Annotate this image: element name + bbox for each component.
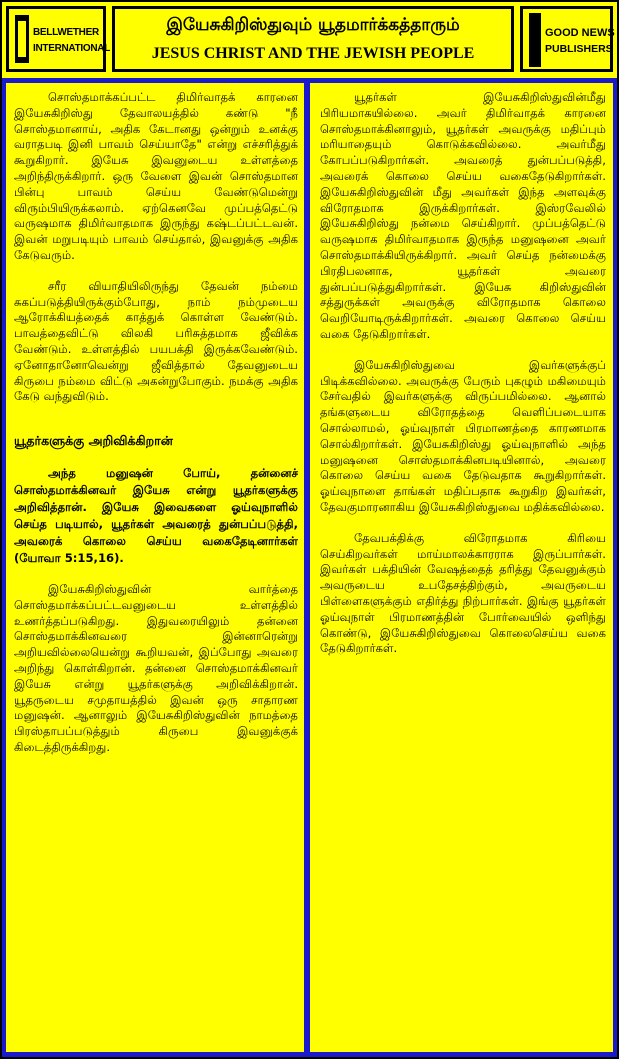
title-box xyxy=(112,6,514,72)
bellwether-logo xyxy=(15,15,111,63)
scripture-quote: அந்த மனுஷன் போய், தன்னைச் சொஸ்தமாக்கினவர் இயேசு என்று யூதர்களுக்கு அறிவித்தான். இயேசு இவைகளை ஓய்வுநாளில் செய்த படியால், யூதர்கள் அவரைத் துன்பப்படுத்தி, அவரைக் கொலை செய்ய வகைதேடினார்கள் (யோவா 5:15,16). xyxy=(14,465,298,565)
left-column xyxy=(14,90,298,771)
right-paragraph-2: இயேசுகிறிஸ்துவை இவர்களுக்குப் பிடிக்கவில்லை. அவருக்கு பேரும் புகழும் மகிமையும் சேர்வதில் இவர்களுக்கு விருப்பமில்லை. ஆனால் தங்களுடைய விரோதத்தை வெளிப்படையாக சொல்லாமல், ஓய்வுநாள் பிரமாணத்தை காரணமாக சொல்கிறார்கள். இயேசுகிறிஸ்து ஓய்வுநாளில் அந்த மனுஷனை சொஸ்தமாக்கினபடியினால், அவரை கொலை செய்ய வகை தேடுவதாக கூறுகிறார்கள். ஓய்வுநாளை தாங்கள் மதிப்பதாக கூறுகிற இவர்கள், தேவகுமாரனாகிய இயேசுகிறிஸ்துவை மதிக்கவில்லை. xyxy=(320,357,606,514)
bellwether-logo-line2: INTERNATIONAL xyxy=(33,43,111,54)
right-paragraph-1: யூதர்கள் இயேசுகிறிஸ்துவின்மீது பிரியமாகயில்லை. அவர் திமிர்வாதக் காரனை சொஸ்தமாக்கினாலும், யூதர்கள் அவருக்கு மதிப்பும் மரியாதையும் கொடுக்கவில்லை. அவர்மீது கோபப்படுகிறார்கள். அவரைத் துன்பப்படுத்தி, அவரைக் கொலை செய்ய வகைதேடுகிறார்கள். இயேசுகிறிஸ்துவின் மீது அவர்கள் இந்த அளவுக்கு விரோதமாக இருக்கிறார்கள். இஸ்ரவேலில் இயேசுகிறிஸ்து நன்மை செய்கிறார். முப்பத்தெட்டு வருஷமாக திமிர்வாதமாக இருந்த மனுஷனை அவர் சொஸ்தமாக்கியிருக்கிறார். அவர் செய்த நன்மைக்கு பிரதிபலனாக, யூதர்கள் அவரை துன்பப்படுத்துகிறார்கள். இயேசு கிறிஸ்துவின் சத்துருக்கள் அவருக்கு விரோதமாக கொலை வெறியோடிருக்கிறார்கள். அவரை கொலை செய்ய வகை தேடுகிறார்கள். xyxy=(320,90,606,341)
left-paragraph-2: சரீர வியாதியிலிருந்து தேவன் நம்மை சுகப்படுத்தியிருக்கும்போது, நாம் நம்முடைய ஆரோக்கியத்தைக் காத்துக் கொள்ள வேண்டும். பாவத்தைவிட்டு விலகி பரிசுத்தமாக ஜீவிக்க வேண்டும். உள்ளத்தில் பயபக்தி இருக்கவேண்டும். ஏனோதானோவென்று ஜீவித்தால் தேவனுடைய கிருபை நம்மை விட்டு அகன்றுபோகும். நமக்கு அதிக கேடு வந்துவிடும். xyxy=(14,278,298,404)
frame-right-border xyxy=(613,83,617,1057)
frame-left-border xyxy=(2,83,6,1057)
good-news-logo-line2: PUBLISHERS xyxy=(545,43,613,55)
right-column xyxy=(320,90,606,672)
column-divider xyxy=(304,83,310,1057)
left-paragraph-3: இயேசுகிறிஸ்துவின் வார்த்தை சொஸ்தமாக்கப்பட்டவனுடைய உள்ளத்தில் உணர்த்தப்படுகிறது. இதுவரையிலும் தன்னை சொஸ்தமாக்கினவரை இன்னாரென்று அறியவில்லையென்று கூறியவன், இப்போது அவரை அறிந்து கொள்கிறான். தன்னை சொஸ்தமாக்கினவர் இயேசு என்று யூதர்களுக்கு அறிவிக்கிறான். யூதருடைய சமுதாயத்தில் இவன் ஒரு சாதாரண மனுஷன். ஆனாலும் இயேசுகிறிஸ்துவின் நாமத்தை பிரஸ்தாபப்படுத்தும் கிருபை இவனுக்குக் கிடைத்திருக்கிறது. xyxy=(14,581,298,754)
good-news-emblem-icon xyxy=(529,13,541,67)
right-paragraph-3: தேவபக்திக்கு விரோதமாக கிரியை செய்கிறவர்கள் மாய்மாலக்காரராக இருப்பார்கள். இவர்கள் பக்தியின் வேஷத்தைத் தரித்து தேவனுக்கும் அவருடைய உபதேசத்திற்கும், அவருடைய பிள்ளைகளுக்கும் எதிர்த்து நிற்பார்கள். இங்கு யூதர்கள் ஓய்வுநாள் பிரமாணத்தின் போர்வையில் ஒளிந்து கொண்டு, இயேசுகிறிஸ்துவை கொலைசெய்ய வகை தேடுகிறார்கள். xyxy=(320,530,606,656)
bellwether-logo-line1: BELLWETHER xyxy=(33,27,99,38)
page-title-english: JESUS CHRIST AND THE JEWISH PEOPLE xyxy=(151,45,475,62)
good-news-logo-box xyxy=(520,6,613,72)
frame-bottom-border xyxy=(2,1052,617,1057)
header xyxy=(2,2,617,78)
bellwether-logo-box xyxy=(6,6,111,72)
left-paragraph-1: சொஸ்தமாக்கப்பட்ட திமிர்வாதக் காரனை இயேசுகிறிஸ்து தேவாலயத்தில் கண்டு "நீ சொஸ்தமானாய், அதிக கேடானது ஒன்றும் உனக்கு வராதபடி இனி பாவம் செய்யாதே" என்று எச்சரித்துக் கூறுகிறார். இயேசு இவனுடைய உள்ளத்தை அறிந்திருக்கிறார். ஒரு வேளை இவன் சொஸ்தமான பின்பு பாவம் செய்ய வேண்டுமென்று விரும்பியிருக்கலாம். ஏற்கெனவே முப்பத்தெட்டு வருஷமாக திமிர்வாதமாக இருந்து கஷ்டப்பட்டவன். இவன் மறுபடியும் பாவம் செய்தால், இவனுக்கு அதிக கேடுவரும். xyxy=(14,90,298,262)
page-title-tamil: இயேசுகிறிஸ்துவும் யூதமார்க்கத்தாரும் xyxy=(166,15,460,35)
section-heading: யூதர்களுக்கு அறிவிக்கிறான் xyxy=(14,433,173,449)
good-news-logo-line1: GOOD NEWS xyxy=(545,27,615,39)
good-news-logo xyxy=(529,13,615,67)
bellwether-emblem-icon xyxy=(15,15,29,63)
